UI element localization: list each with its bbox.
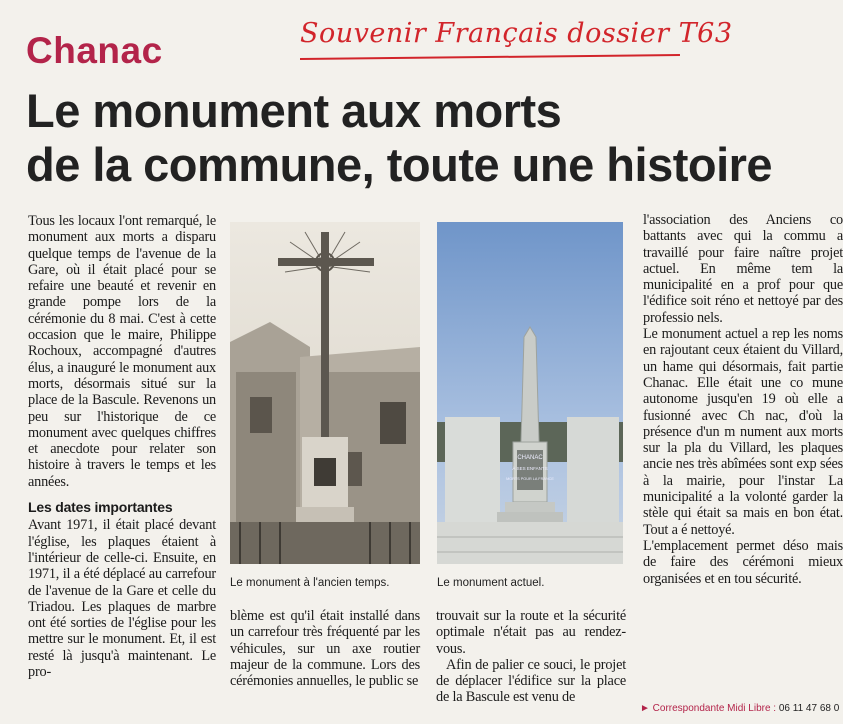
column-3-paragraph-2: Afin de palier ce souci, le projet de déplacer l'édifice sur la place de la Bascule est venu de <box>436 656 626 706</box>
column-4-paragraph-2: Le monument actuel a rep les noms en rajoutant ceux étaient du Villard, un hame qui désormais, fait partie Chanac. Elle était une co mune autonome jusqu'en 19 où elle a fusionné avec Ch nac, d'où la présence d'un m nument aux morts sur la pla du Villard, les plaques ancie nes très abîmées sont exp sées à la mairie, pour l'instar La municipalité a la volonté garder la stèle qui était sa mais en bon état. Tout a é nettoyé. <box>643 326 843 538</box>
photo-old-monument <box>230 222 420 564</box>
handwritten-annotation <box>300 18 733 64</box>
plaque-text-1: CHANAC <box>517 455 543 461</box>
article-kicker: Chanac <box>26 30 163 71</box>
column-3-paragraph-1: trouvait sur la route et la sécurité optimale n'était pas au rendez-vous. <box>436 608 626 657</box>
credit-label: ► Correspondante Midi Libre : <box>640 703 777 714</box>
old-monument-illustration <box>230 222 420 564</box>
photo-current-monument <box>437 222 623 564</box>
column-4-paragraph-1: l'association des Anciens co battants avec qui la commu a travaillé pour faire naître projet actuel. En même tem la municipalité en a prof pour que l'édifice soit réno et nettoyé par des professio nels. <box>643 212 843 326</box>
handwritten-note-text: Souvenir Français dossier T63 <box>300 18 733 49</box>
plaque-text-2: À SES ENFANTS <box>512 466 548 471</box>
section-subhead: Les dates importantes <box>28 499 173 516</box>
article-column-4 <box>643 212 843 587</box>
article-column-3 <box>436 608 626 706</box>
column-4-paragraph-3: L'emplacement permet déso mais de faire des cérémoni mieux organisées et en tou sécurité. <box>643 537 843 587</box>
plaque-text-3: MORTS POUR LA FRANCE <box>506 477 554 481</box>
headline-line-1: Le monument aux morts <box>26 84 562 137</box>
handwritten-underline <box>300 54 680 60</box>
column-2-paragraph: blème est qu'il était installé dans un carrefour très fréquenté par les véhicules, sur un axe routier majeur de la commune. Lors des cérémonies annuelles, le public se <box>230 608 420 690</box>
intro-paragraph: Tous les locaux l'ont remarqué, le monument aux morts a disparu quelque temps de l'avenue de la Gare, où il était placé pour se refaire une beauté et revenir en grande pompe lors de la cérémonie du 8 mai. C'est à cette occasion que le maire, Philippe Rochoux, accompagné d'autres élus, a inauguré le monument aux morts, désormais situé sur la place de la Bascule. Revenons un peu sur l'historique de ce monument avec quelques chiffres et anecdote pour relater son histoire à travers le temps et les années. <box>28 213 216 490</box>
credit-phone: 06 11 47 68 0 <box>778 703 840 714</box>
caption-old-monument: Le monument à l'ancien temps. <box>230 577 390 589</box>
correspondent-credit <box>640 703 839 714</box>
current-monument-illustration <box>437 222 623 564</box>
dates-paragraph: Avant 1971, il était placé devant l'église, les plaques étaient à l'intérieur de celle-ci. Ensuite, en 1971, il a été déplacé au carrefour de l'avenue de la Gare et celle du Triadou. Les plaques de marbre ont été sorties de l'église pour les mettre sur le monument. Et, il est resté là jusqu'à maintenant. Le pro- <box>28 517 216 681</box>
article-headline <box>26 84 831 192</box>
article-column-2 <box>230 608 420 689</box>
headline-line-2: de la commune, toute une histoire <box>26 138 773 191</box>
article-column-1 <box>28 213 216 680</box>
caption-current-monument: Le monument actuel. <box>437 577 545 589</box>
